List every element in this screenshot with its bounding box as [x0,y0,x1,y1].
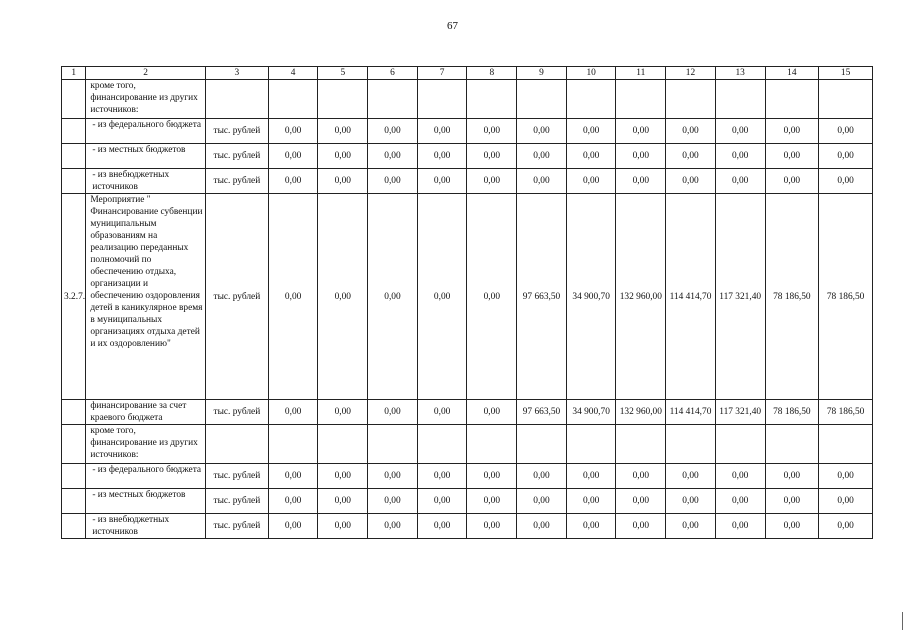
unit-cell: тыс. рублей [205,169,268,194]
column-header: 2 [86,67,206,80]
table-row [62,169,873,194]
value-cell: 34 900,70 [566,400,616,425]
value-cell: 132 960,00 [616,400,666,425]
value-cell: 78 186,50 [819,194,873,400]
column-header: 5 [318,67,368,80]
value-cell [467,425,517,464]
value-cell: 0,00 [268,464,318,489]
value-cell: 0,00 [666,464,716,489]
unit-cell: тыс. рублей [205,144,268,169]
row-number-cell [62,464,86,489]
value-cell: 117 321,40 [715,194,765,400]
value-cell: 0,00 [765,464,819,489]
value-cell [666,80,716,119]
value-cell: 0,00 [268,514,318,539]
row-number-cell [62,169,86,194]
value-cell: 0,00 [318,119,368,144]
scan-edge-mark [902,612,903,630]
budget-table [61,66,873,539]
value-cell: 0,00 [566,119,616,144]
row-description-cell: - из федерального бюджета [86,119,206,144]
value-cell: 0,00 [318,400,368,425]
row-description-cell: кроме того, финансирование из других источников: [86,80,206,119]
value-cell: 0,00 [368,169,418,194]
value-cell: 0,00 [517,489,567,514]
value-cell: 0,00 [666,144,716,169]
value-cell: 0,00 [467,400,517,425]
value-cell [566,80,616,119]
value-cell: 0,00 [368,144,418,169]
value-cell: 117 321,40 [715,400,765,425]
value-cell: 0,00 [268,489,318,514]
value-cell [318,425,368,464]
value-cell: 78 186,50 [765,400,819,425]
value-cell: 0,00 [268,119,318,144]
value-cell: 0,00 [368,400,418,425]
value-cell: 0,00 [517,464,567,489]
value-cell: 0,00 [517,119,567,144]
value-cell [417,80,467,119]
value-cell: 0,00 [715,514,765,539]
row-number-cell [62,80,86,119]
row-number-cell: 3.2.7. [62,194,86,400]
value-cell: 132 960,00 [616,194,666,400]
value-cell: 114 414,70 [666,194,716,400]
value-cell: 0,00 [467,464,517,489]
value-cell: 0,00 [417,464,467,489]
row-number-cell [62,144,86,169]
value-cell: 0,00 [467,194,517,400]
value-cell [368,425,418,464]
column-header: 7 [417,67,467,80]
value-cell [819,425,873,464]
value-cell: 0,00 [517,169,567,194]
unit-cell: тыс. рублей [205,489,268,514]
value-cell: 0,00 [616,169,666,194]
column-header: 10 [566,67,616,80]
row-number-cell [62,514,86,539]
value-cell: 0,00 [467,119,517,144]
unit-cell: тыс. рублей [205,119,268,144]
value-cell: 0,00 [318,489,368,514]
value-cell: 0,00 [368,194,418,400]
value-cell: 0,00 [715,464,765,489]
column-header: 1 [62,67,86,80]
column-header: 4 [268,67,318,80]
value-cell: 0,00 [318,514,368,539]
table-row [62,194,873,400]
row-number-cell [62,119,86,144]
value-cell: 0,00 [467,489,517,514]
row-number-cell [62,489,86,514]
value-cell [765,80,819,119]
value-cell: 0,00 [715,144,765,169]
value-cell: 0,00 [666,169,716,194]
value-cell: 0,00 [318,194,368,400]
value-cell: 0,00 [715,119,765,144]
column-header: 11 [616,67,666,80]
value-cell: 114 414,70 [666,400,716,425]
value-cell: 0,00 [318,144,368,169]
value-cell: 0,00 [368,464,418,489]
value-cell: 0,00 [417,489,467,514]
value-cell: 0,00 [368,489,418,514]
value-cell: 0,00 [318,464,368,489]
unit-cell: тыс. рублей [205,194,268,400]
value-cell: 0,00 [819,464,873,489]
value-cell: 0,00 [715,489,765,514]
row-description-cell: - из внебюджетных источников [86,169,206,194]
value-cell [765,425,819,464]
value-cell [616,425,666,464]
value-cell: 0,00 [368,514,418,539]
value-cell [566,425,616,464]
row-description-cell: кроме того, финансирование из других источников: [86,425,206,464]
value-cell: 0,00 [417,169,467,194]
unit-cell: тыс. рублей [205,464,268,489]
row-description-cell: финансирование за счет краевого бюджета [86,400,206,425]
value-cell: 0,00 [417,119,467,144]
column-header: 8 [467,67,517,80]
table-row [62,400,873,425]
value-cell [268,80,318,119]
value-cell: 0,00 [467,144,517,169]
row-number-cell [62,425,86,464]
table-row [62,464,873,489]
value-cell [616,80,666,119]
value-cell: 0,00 [715,169,765,194]
row-description-cell: - из внебюджетных источников [86,514,206,539]
value-cell: 0,00 [417,144,467,169]
table-body [62,67,873,539]
value-cell: 0,00 [566,514,616,539]
value-cell: 0,00 [819,144,873,169]
value-cell: 0,00 [517,144,567,169]
value-cell: 0,00 [616,489,666,514]
value-cell: 0,00 [819,169,873,194]
value-cell: 0,00 [666,489,716,514]
table-row [62,489,873,514]
value-cell: 0,00 [765,514,819,539]
value-cell: 0,00 [318,169,368,194]
value-cell [666,425,716,464]
column-header: 9 [517,67,567,80]
value-cell: 0,00 [467,169,517,194]
unit-cell: тыс. рублей [205,514,268,539]
value-cell: 0,00 [616,514,666,539]
column-header: 3 [205,67,268,80]
value-cell: 97 663,50 [517,400,567,425]
value-cell: 0,00 [467,514,517,539]
value-cell: 78 186,50 [819,400,873,425]
value-cell: 0,00 [765,119,819,144]
table-row [62,80,873,119]
table-row [62,514,873,539]
value-cell: 0,00 [566,464,616,489]
value-cell: 0,00 [566,489,616,514]
row-description-cell: - из федерального бюджета [86,464,206,489]
value-cell: 97 663,50 [517,194,567,400]
value-cell [715,80,765,119]
table-header-row [62,67,873,80]
value-cell [417,425,467,464]
value-cell [517,425,567,464]
value-cell [517,80,567,119]
table-row [62,144,873,169]
value-cell: 0,00 [268,144,318,169]
value-cell: 0,00 [666,514,716,539]
value-cell: 0,00 [765,489,819,514]
value-cell [368,80,418,119]
row-description-cell: Мероприятие " Финансирование субвенции муниципальным образованиям на реализацию переданных полномочий по обеспечению отдыха, организации и обеспечению оздоровления детей в каникулярное время в муниципальных организациях отдыха детей и их оздоровлению" [86,194,206,400]
value-cell: 0,00 [819,489,873,514]
value-cell: 0,00 [765,169,819,194]
value-cell [467,80,517,119]
value-cell: 0,00 [566,169,616,194]
column-header: 15 [819,67,873,80]
value-cell: 0,00 [666,119,716,144]
row-description-cell: - из местных бюджетов [86,489,206,514]
row-description-cell: - из местных бюджетов [86,144,206,169]
value-cell: 0,00 [616,119,666,144]
value-cell: 0,00 [268,194,318,400]
value-cell: 0,00 [417,514,467,539]
value-cell: 0,00 [566,144,616,169]
value-cell: 0,00 [819,119,873,144]
value-cell: 0,00 [268,400,318,425]
value-cell: 0,00 [819,514,873,539]
column-header: 13 [715,67,765,80]
unit-cell [205,80,268,119]
unit-cell: тыс. рублей [205,400,268,425]
value-cell: 78 186,50 [765,194,819,400]
value-cell: 0,00 [616,464,666,489]
value-cell: 0,00 [417,194,467,400]
unit-cell [205,425,268,464]
value-cell [318,80,368,119]
column-header: 6 [368,67,418,80]
value-cell: 0,00 [417,400,467,425]
value-cell [819,80,873,119]
row-number-cell [62,400,86,425]
value-cell: 0,00 [268,169,318,194]
table-row [62,425,873,464]
page-number: 67 [447,20,458,32]
value-cell: 0,00 [368,119,418,144]
value-cell: 0,00 [517,514,567,539]
value-cell [268,425,318,464]
value-cell: 0,00 [765,144,819,169]
table-row [62,119,873,144]
value-cell [715,425,765,464]
value-cell: 0,00 [616,144,666,169]
column-header: 14 [765,67,819,80]
column-header: 12 [666,67,716,80]
value-cell: 34 900,70 [566,194,616,400]
